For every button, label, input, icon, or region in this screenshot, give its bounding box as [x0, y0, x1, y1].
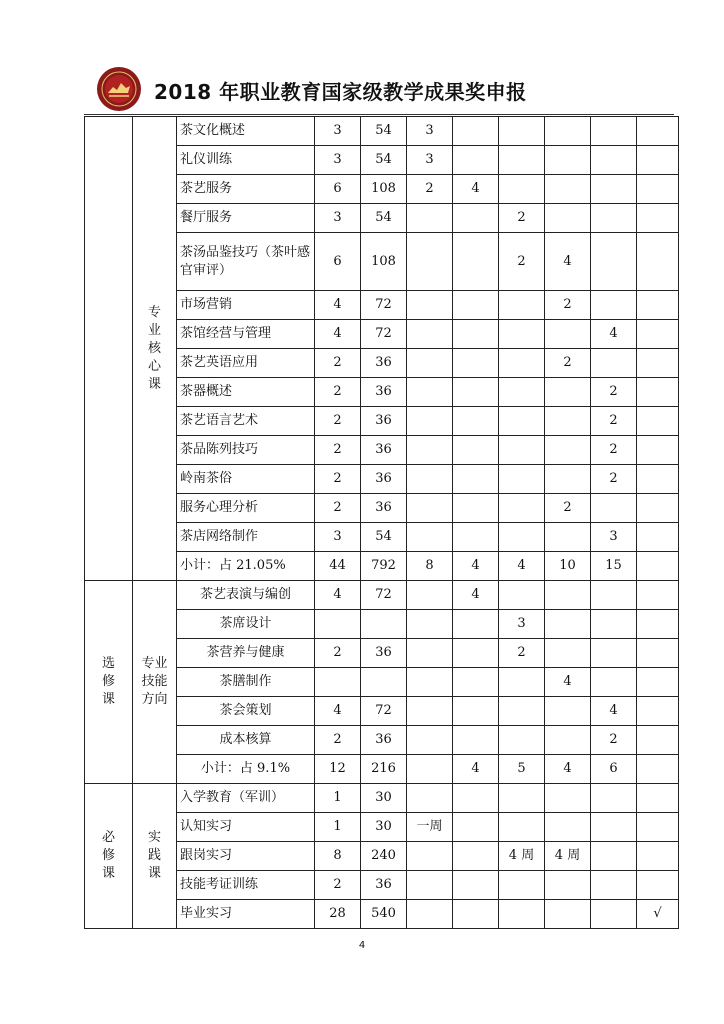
cell-s5: [591, 175, 637, 204]
cell-s6: [637, 755, 679, 784]
course-name: 茶品陈列技巧: [177, 436, 315, 465]
cell-s6: [637, 117, 679, 146]
cell-credit: 4: [315, 581, 361, 610]
header-rule: [84, 114, 674, 115]
cell-s4: 4: [545, 668, 591, 697]
cell-s5: [591, 842, 637, 871]
cell-s3: 4: [499, 552, 545, 581]
cell-credit: 2: [315, 436, 361, 465]
course-name: 小计：占 21.05%: [177, 552, 315, 581]
cell-credit: 3: [315, 146, 361, 175]
cell-s3: [499, 349, 545, 378]
cell-s5: 2: [591, 436, 637, 465]
cell-s6: [637, 552, 679, 581]
cell-s3: [499, 378, 545, 407]
cell-hours: 72: [361, 320, 407, 349]
cell-s6: [637, 813, 679, 842]
course-name: 茶汤品鉴技巧（茶叶感官审评）: [177, 233, 315, 291]
cell-credit: [315, 610, 361, 639]
cell-s4: [545, 813, 591, 842]
cell-s5: [591, 871, 637, 900]
cell-s3: [499, 117, 545, 146]
cell-s4: [545, 523, 591, 552]
cell-s1: [407, 436, 453, 465]
section-subcategory: 专业 技能 方向: [133, 581, 177, 784]
cell-s5: 15: [591, 552, 637, 581]
cell-s3: [499, 697, 545, 726]
cell-s2: [453, 871, 499, 900]
cell-s5: [591, 494, 637, 523]
cell-credit: 2: [315, 465, 361, 494]
cell-s4: 2: [545, 349, 591, 378]
cell-s4: [545, 378, 591, 407]
cell-s4: 4 周: [545, 842, 591, 871]
table-row: [85, 117, 679, 146]
cell-s1: [407, 755, 453, 784]
cell-s2: [453, 610, 499, 639]
cell-credit: 1: [315, 784, 361, 813]
cell-s5: 4: [591, 320, 637, 349]
cell-s5: [591, 117, 637, 146]
cell-s1: [407, 465, 453, 494]
course-name: 茶艺语言艺术: [177, 407, 315, 436]
cell-credit: 2: [315, 378, 361, 407]
cell-credit: 3: [315, 117, 361, 146]
cell-s4: [545, 610, 591, 639]
cell-s4: 2: [545, 291, 591, 320]
cell-s1: 8: [407, 552, 453, 581]
cell-s6: [637, 697, 679, 726]
school-logo-icon: [96, 66, 142, 112]
cell-s4: [545, 900, 591, 929]
curriculum-table: [84, 116, 679, 929]
cell-s3: [499, 726, 545, 755]
cell-s3: 2: [499, 204, 545, 233]
cell-s5: 2: [591, 407, 637, 436]
cell-s2: 4: [453, 755, 499, 784]
cell-hours: 216: [361, 755, 407, 784]
section-category: [85, 117, 133, 581]
cell-s3: [499, 407, 545, 436]
course-name: 餐厅服务: [177, 204, 315, 233]
table-row: [85, 784, 679, 813]
cell-s6: [637, 175, 679, 204]
cell-s2: 4: [453, 175, 499, 204]
course-name: 服务心理分析: [177, 494, 315, 523]
cell-s2: 4: [453, 581, 499, 610]
cell-s6: √: [637, 900, 679, 929]
cell-hours: 36: [361, 378, 407, 407]
cell-s2: [453, 436, 499, 465]
cell-s5: [591, 581, 637, 610]
cell-s1: [407, 668, 453, 697]
cell-s2: [453, 900, 499, 929]
cell-credit: 3: [315, 204, 361, 233]
cell-s3: 3: [499, 610, 545, 639]
course-name: 茶膳制作: [177, 668, 315, 697]
course-name: 礼仪训练: [177, 146, 315, 175]
section-subcategory: 实 践 课: [133, 784, 177, 929]
cell-hours: 72: [361, 581, 407, 610]
cell-s2: [453, 204, 499, 233]
course-name: 认知实习: [177, 813, 315, 842]
cell-s2: [453, 668, 499, 697]
cell-credit: 6: [315, 175, 361, 204]
course-name: 毕业实习: [177, 900, 315, 929]
cell-s1: [407, 842, 453, 871]
cell-s4: 4: [545, 755, 591, 784]
cell-s3: [499, 146, 545, 175]
cell-s5: 2: [591, 726, 637, 755]
cell-s1: [407, 320, 453, 349]
cell-credit: 2: [315, 494, 361, 523]
cell-s6: [637, 436, 679, 465]
cell-s6: [637, 581, 679, 610]
cell-credit: 2: [315, 639, 361, 668]
cell-s6: [637, 465, 679, 494]
cell-s6: [637, 610, 679, 639]
cell-s6: [637, 639, 679, 668]
cell-s1: [407, 378, 453, 407]
cell-hours: 36: [361, 349, 407, 378]
cell-hours: 36: [361, 465, 407, 494]
course-name: 茶会策划: [177, 697, 315, 726]
cell-s2: [453, 813, 499, 842]
cell-hours: 792: [361, 552, 407, 581]
cell-s2: [453, 320, 499, 349]
cell-s1: 2: [407, 175, 453, 204]
cell-s5: [591, 668, 637, 697]
cell-credit: 2: [315, 871, 361, 900]
cell-credit: 44: [315, 552, 361, 581]
course-name: 岭南茶俗: [177, 465, 315, 494]
cell-credit: 2: [315, 407, 361, 436]
cell-s5: [591, 900, 637, 929]
cell-hours: 30: [361, 813, 407, 842]
cell-s3: [499, 784, 545, 813]
cell-s2: [453, 784, 499, 813]
cell-s5: [591, 784, 637, 813]
course-name: 成本核算: [177, 726, 315, 755]
cell-s5: 2: [591, 465, 637, 494]
cell-s4: [545, 581, 591, 610]
cell-s2: [453, 494, 499, 523]
page-number: 4: [358, 940, 366, 951]
cell-s5: [591, 233, 637, 291]
cell-hours: 108: [361, 233, 407, 291]
cell-s3: [499, 871, 545, 900]
course-name: 茶艺表演与编创: [177, 581, 315, 610]
table-row: [85, 581, 679, 610]
course-name: 茶文化概述: [177, 117, 315, 146]
cell-hours: 108: [361, 175, 407, 204]
course-name: 茶艺英语应用: [177, 349, 315, 378]
cell-hours: 36: [361, 639, 407, 668]
cell-s1: [407, 900, 453, 929]
cell-s1: [407, 871, 453, 900]
cell-s4: [545, 697, 591, 726]
cell-credit: 1: [315, 813, 361, 842]
cell-s5: [591, 610, 637, 639]
cell-hours: 36: [361, 494, 407, 523]
cell-s3: [499, 291, 545, 320]
page-header: [96, 66, 676, 114]
cell-s2: [453, 291, 499, 320]
cell-s1: [407, 291, 453, 320]
cell-hours: 54: [361, 146, 407, 175]
cell-s2: [453, 639, 499, 668]
cell-credit: 2: [315, 726, 361, 755]
cell-s2: [453, 523, 499, 552]
cell-s6: [637, 494, 679, 523]
cell-s3: 2: [499, 233, 545, 291]
cell-s1: [407, 581, 453, 610]
cell-s2: [453, 378, 499, 407]
cell-hours: 54: [361, 523, 407, 552]
cell-s1: [407, 233, 453, 291]
cell-credit: 4: [315, 291, 361, 320]
course-name: 茶店网络制作: [177, 523, 315, 552]
cell-credit: 6: [315, 233, 361, 291]
cell-s2: [453, 726, 499, 755]
cell-s4: [545, 146, 591, 175]
cell-s5: 6: [591, 755, 637, 784]
course-name: 茶艺服务: [177, 175, 315, 204]
cell-hours: 36: [361, 726, 407, 755]
cell-s1: [407, 697, 453, 726]
cell-s1: [407, 726, 453, 755]
cell-s1: [407, 784, 453, 813]
cell-hours: [361, 668, 407, 697]
cell-s6: [637, 726, 679, 755]
cell-s3: [499, 320, 545, 349]
cell-s3: [499, 175, 545, 204]
cell-credit: 28: [315, 900, 361, 929]
cell-s3: 4 周: [499, 842, 545, 871]
cell-s1: [407, 349, 453, 378]
cell-s6: [637, 204, 679, 233]
section-category: 必 修 课: [85, 784, 133, 929]
cell-s4: 10: [545, 552, 591, 581]
cell-s2: [453, 146, 499, 175]
cell-s6: [637, 871, 679, 900]
cell-s1: 一周: [407, 813, 453, 842]
cell-s6: [637, 523, 679, 552]
cell-hours: [361, 610, 407, 639]
cell-s1: [407, 494, 453, 523]
cell-s2: [453, 117, 499, 146]
cell-s2: [453, 465, 499, 494]
cell-s4: [545, 465, 591, 494]
cell-hours: 54: [361, 117, 407, 146]
course-name: 入学教育（军训）: [177, 784, 315, 813]
cell-s2: [453, 233, 499, 291]
cell-s4: [545, 871, 591, 900]
course-name: 技能考证训练: [177, 871, 315, 900]
cell-s6: [637, 407, 679, 436]
cell-hours: 240: [361, 842, 407, 871]
cell-hours: 72: [361, 697, 407, 726]
cell-s2: [453, 842, 499, 871]
cell-s5: 2: [591, 378, 637, 407]
cell-s6: [637, 784, 679, 813]
cell-s4: [545, 407, 591, 436]
cell-s4: [545, 117, 591, 146]
cell-s2: [453, 349, 499, 378]
cell-s1: [407, 610, 453, 639]
section-subcategory: 专 业 核 心 课: [133, 117, 177, 581]
course-name: 茶席设计: [177, 610, 315, 639]
cell-s5: [591, 639, 637, 668]
cell-credit: 8: [315, 842, 361, 871]
cell-s4: 2: [545, 494, 591, 523]
cell-hours: 30: [361, 784, 407, 813]
cell-s1: [407, 523, 453, 552]
course-name: 跟岗实习: [177, 842, 315, 871]
cell-s6: [637, 146, 679, 175]
cell-s1: [407, 204, 453, 233]
cell-s6: [637, 378, 679, 407]
cell-s6: [637, 842, 679, 871]
course-name: 茶馆经营与管理: [177, 320, 315, 349]
page-title: 2018 年职业教育国家级教学成果奖申报: [154, 80, 527, 104]
cell-s6: [637, 668, 679, 697]
course-name: 小计：占 9.1%: [177, 755, 315, 784]
cell-s4: [545, 204, 591, 233]
cell-s3: [499, 523, 545, 552]
cell-s4: [545, 436, 591, 465]
cell-s6: [637, 233, 679, 291]
cell-s1: 3: [407, 117, 453, 146]
cell-s3: [499, 668, 545, 697]
cell-credit: 2: [315, 349, 361, 378]
course-name: 茶器概述: [177, 378, 315, 407]
cell-s2: [453, 407, 499, 436]
cell-credit: 3: [315, 523, 361, 552]
cell-s2: [453, 697, 499, 726]
cell-s1: [407, 639, 453, 668]
cell-hours: 36: [361, 871, 407, 900]
cell-s5: [591, 349, 637, 378]
cell-s1: [407, 407, 453, 436]
cell-credit: 4: [315, 320, 361, 349]
cell-s4: [545, 175, 591, 204]
cell-s3: 5: [499, 755, 545, 784]
cell-s5: [591, 146, 637, 175]
cell-s3: [499, 900, 545, 929]
cell-hours: 72: [361, 291, 407, 320]
cell-s1: 3: [407, 146, 453, 175]
cell-credit: [315, 668, 361, 697]
cell-s4: [545, 726, 591, 755]
course-name: 市场营销: [177, 291, 315, 320]
cell-s5: [591, 204, 637, 233]
cell-s4: [545, 320, 591, 349]
cell-s6: [637, 349, 679, 378]
cell-hours: 540: [361, 900, 407, 929]
cell-s3: [499, 436, 545, 465]
cell-s5: 3: [591, 523, 637, 552]
cell-s5: 4: [591, 697, 637, 726]
cell-hours: 36: [361, 407, 407, 436]
cell-hours: 54: [361, 204, 407, 233]
course-name: 茶营养与健康: [177, 639, 315, 668]
cell-hours: 36: [361, 436, 407, 465]
cell-credit: 12: [315, 755, 361, 784]
cell-s5: [591, 813, 637, 842]
cell-s3: [499, 465, 545, 494]
section-category: 选 修 课: [85, 581, 133, 784]
cell-s6: [637, 320, 679, 349]
cell-s4: [545, 784, 591, 813]
cell-s3: 2: [499, 639, 545, 668]
cell-s3: [499, 581, 545, 610]
cell-s5: [591, 291, 637, 320]
cell-s4: [545, 639, 591, 668]
cell-s3: [499, 813, 545, 842]
cell-s2: 4: [453, 552, 499, 581]
cell-s4: 4: [545, 233, 591, 291]
cell-credit: 4: [315, 697, 361, 726]
cell-s6: [637, 291, 679, 320]
cell-s3: [499, 494, 545, 523]
